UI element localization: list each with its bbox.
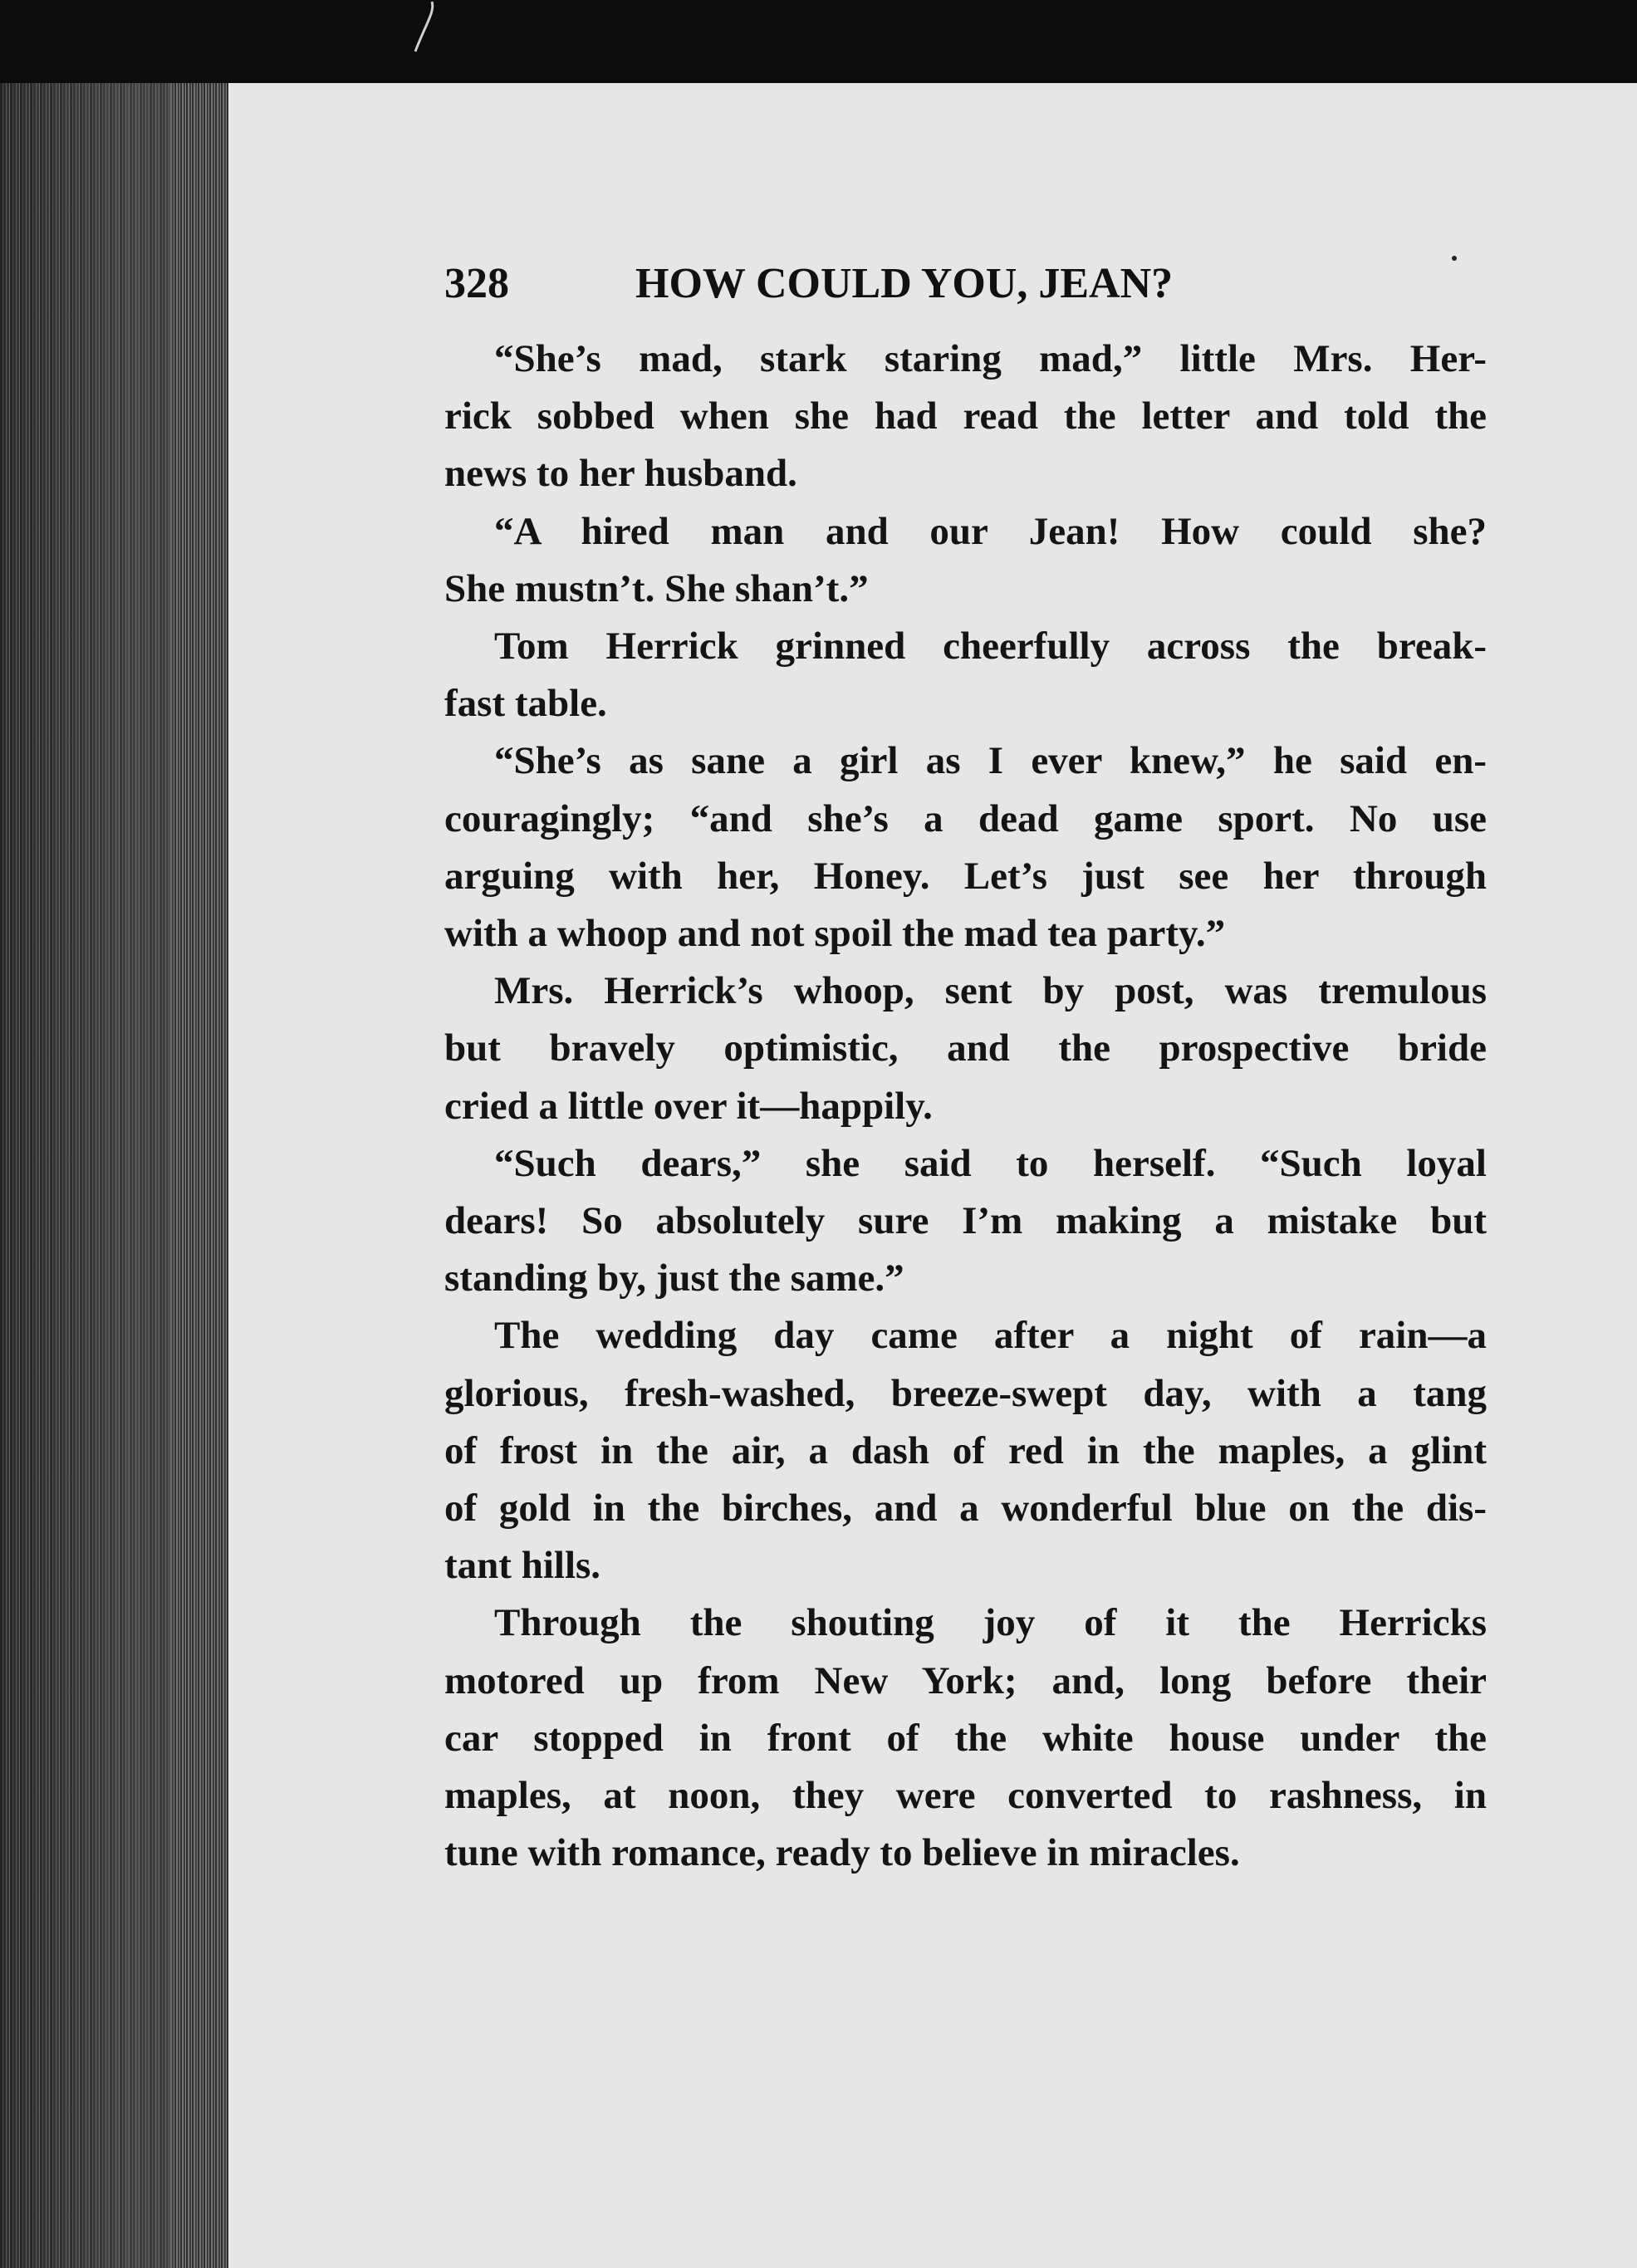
text-line: Through the shouting joy of it the Herricks xyxy=(494,1601,1487,1645)
ink-speck xyxy=(1452,256,1457,261)
text-line: couragingly; “and she’s a dead game sport. No use xyxy=(444,796,1487,840)
text-line: rick sobbed when she had read the letter and told the xyxy=(444,394,1487,438)
text-line: motored up from New York; and, long before their xyxy=(444,1658,1487,1702)
text-line: The wedding day came after a night of rain—a xyxy=(494,1314,1487,1358)
body-text xyxy=(444,331,1487,1882)
text-line: dears! So absolutely sure I’m making a mistake but xyxy=(444,1199,1487,1243)
paragraph xyxy=(444,1135,1487,1308)
text-line: “A hired man and our Jean! How could she? xyxy=(494,509,1487,553)
text-line: glorious, fresh-washed, breeze-swept day, with a tang xyxy=(444,1371,1487,1415)
running-title: HOW COULD YOU, JEAN? xyxy=(635,260,1174,307)
page-number: 328 xyxy=(444,260,509,307)
text-line: arguing with her, Honey. Let’s just see her through xyxy=(444,854,1487,898)
paragraph xyxy=(444,1307,1487,1594)
text-line: Mrs. Herrick’s whoop, sent by post, was tremulous xyxy=(494,969,1487,1013)
text-line: “She’s mad, stark staring mad,” little Mrs. Her- xyxy=(494,337,1487,380)
text-line: standing by, just the same.” xyxy=(444,1256,904,1301)
text-line: “Such dears,” she said to herself. “Such loyal xyxy=(494,1141,1487,1185)
book-page-edges xyxy=(0,83,228,2268)
paragraph xyxy=(444,331,1487,503)
text-line: but bravely optimistic, and the prospective bride xyxy=(444,1026,1487,1070)
text-line: She mustn’t. She shan’t.” xyxy=(444,566,869,610)
paragraph xyxy=(444,963,1487,1135)
text-line: of gold in the birches, and a wonderful blue on the dis- xyxy=(444,1487,1487,1531)
text-line: maples, at noon, they were converted to rashness, in xyxy=(444,1774,1487,1818)
paragraph xyxy=(444,503,1487,618)
pen-stroke-mark xyxy=(407,0,440,58)
text-line: of frost in the air, a dash of red in the maples, a glint xyxy=(444,1428,1487,1472)
paragraph xyxy=(444,1594,1487,1882)
paragraph xyxy=(444,732,1487,963)
text-line: tant hills. xyxy=(444,1544,601,1588)
text-line: car stopped in front of the white house under the xyxy=(444,1716,1487,1760)
text-line: tune with romance, ready to believe in miracles. xyxy=(444,1831,1240,1875)
text-line: fast table. xyxy=(444,682,607,726)
text-line: cried a little over it—happily. xyxy=(444,1084,933,1128)
text-line: “She’s as sane a girl as I ever knew,” he said en- xyxy=(494,739,1487,783)
text-line: with a whoop and not spoil the mad tea party.” xyxy=(444,912,1226,956)
text-line: Tom Herrick grinned cheerfully across the break- xyxy=(494,625,1487,669)
running-head xyxy=(444,259,1275,309)
paragraph xyxy=(444,618,1487,732)
text-line: news to her husband. xyxy=(444,452,797,496)
